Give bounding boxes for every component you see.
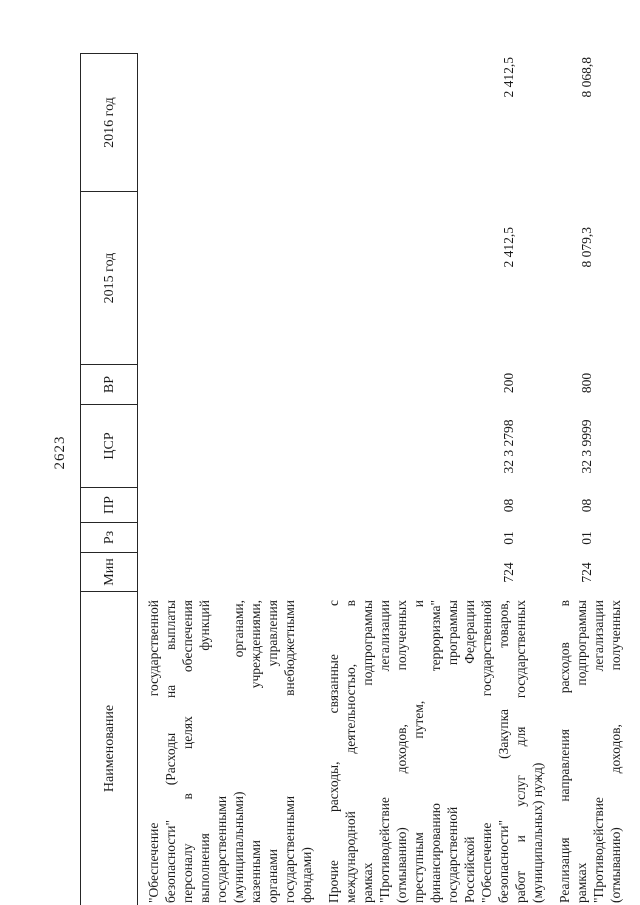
code-min: 724: [579, 562, 594, 583]
col-header-2016: 2016 год: [80, 53, 138, 192]
name-line: "Обеспечение государственной: [479, 600, 494, 903]
name-line: (отмыванию) доходов, полученных: [608, 600, 623, 903]
name-line: персоналу в целях обеспечения: [180, 600, 195, 903]
code-tsr: 32 3 9999: [579, 419, 594, 474]
table-row-name: [556, 600, 624, 903]
name-line: государственными внебюджетными: [282, 600, 297, 903]
name-line: рамках подпрограммы: [574, 600, 589, 903]
name-line: выполнения функций: [197, 600, 212, 903]
code-rz: 01: [579, 531, 594, 545]
name-line: государственной программы: [445, 600, 460, 903]
code-vr: 800: [579, 372, 594, 394]
name-line: (муниципальными) органами,: [231, 600, 246, 903]
name-line: "Обеспечение государственной: [146, 600, 161, 903]
name-line: работ и услуг для государственных: [513, 600, 528, 903]
col-header-2015: 2015 год: [80, 192, 138, 365]
col-header-min: Мин: [80, 553, 138, 592]
name-line: Реализация направления расходов в: [557, 600, 572, 903]
code-tsr: 32 3 2798: [501, 419, 516, 474]
code-pr: 08: [579, 498, 594, 513]
col-header-vr: ВР: [80, 365, 138, 405]
table-row-name: [145, 600, 315, 903]
name-line: фондами): [299, 847, 314, 903]
amount-y2016: 8 068,8: [579, 57, 594, 98]
code-min: 724: [501, 562, 516, 583]
name-line: преступным путем, и: [411, 600, 426, 903]
name-line: безопасности" (Закупка товаров,: [496, 600, 511, 903]
name-line: (муниципальных) нужд): [530, 762, 545, 903]
name-line: международной деятельностью, в: [343, 600, 358, 903]
col-header-pr: ПР: [80, 488, 138, 523]
name-line: "Противодействие легализации: [591, 600, 606, 903]
name-line: рамках подпрограммы: [360, 600, 375, 903]
code-rz: 01: [501, 531, 516, 545]
amount-y2015: 2 412,5: [501, 227, 516, 268]
name-line: Прочие расходы, связанные с: [326, 600, 341, 903]
name-line: органами управления: [265, 600, 280, 903]
name-line: казенными учреждениями,: [248, 600, 263, 903]
name-line: финансированию терроризма": [428, 600, 443, 903]
name-line: безопасности" (Расходы на выплаты: [163, 600, 178, 903]
code-pr: 08: [501, 498, 516, 513]
col-header-rz: Рз: [80, 523, 138, 553]
amount-y2015: 8 079,3: [579, 227, 594, 268]
table-row-name: [325, 600, 546, 903]
name-line: Российской Федерации: [462, 600, 477, 903]
col-header-naimenovanie: Наименование: [80, 592, 138, 905]
code-vr: 200: [501, 372, 516, 394]
page-number: 2623: [52, 435, 68, 470]
col-header-tssr: ЦСР: [80, 405, 138, 488]
name-line: "Противодействие легализации: [377, 600, 392, 903]
amount-y2016: 2 412,5: [501, 57, 516, 98]
name-line: (отмыванию) доходов, полученных: [394, 600, 409, 903]
name-line: государственными: [214, 795, 229, 903]
